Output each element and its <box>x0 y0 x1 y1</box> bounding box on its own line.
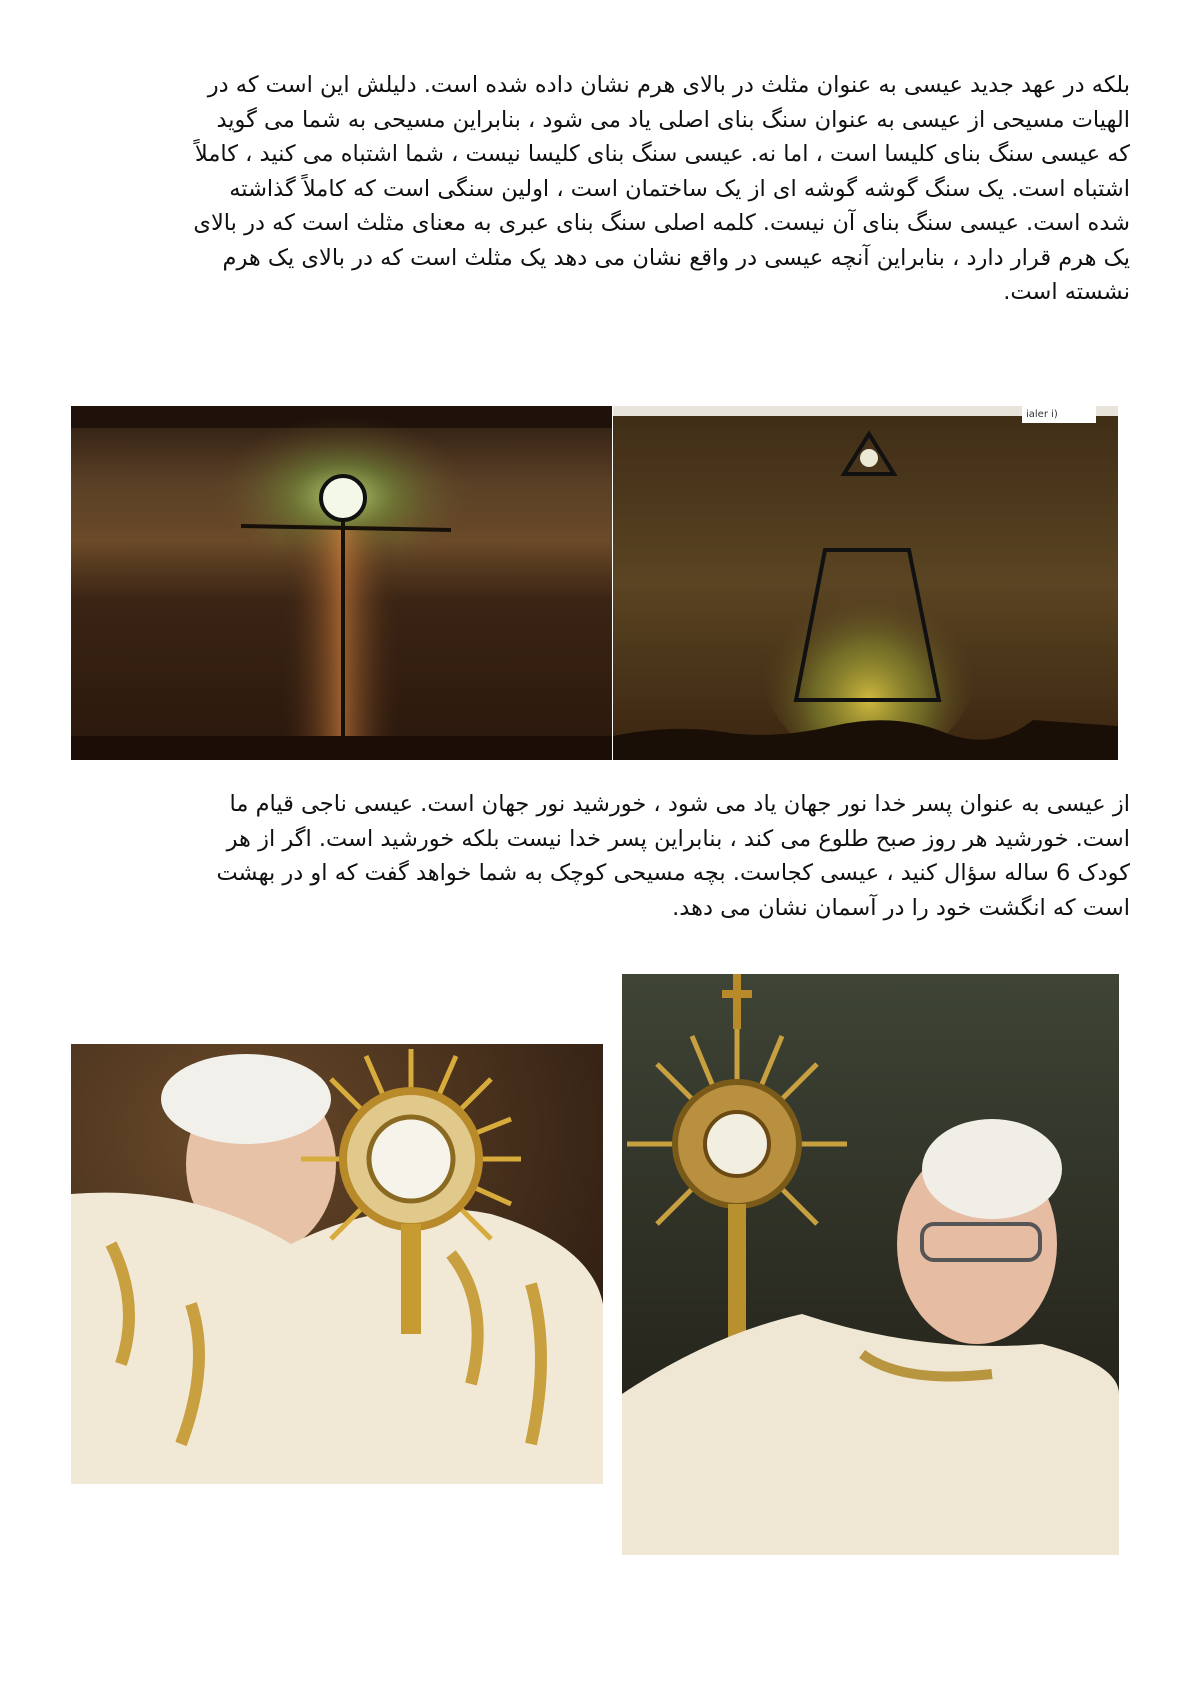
pyramid-triangle-photo <box>613 406 1118 760</box>
pope-monstrance-photo-left <box>71 1044 603 1484</box>
paragraph-cornerstone: بلکه در عهد جدید عیسی به عنوان مثلث در بالای هرم نشان داده شده است. دلیلش این است که در الهیات مسیحی از عیسی به عنوان سنگ بنای اصلی یاد می شود ، بنابراین مسیحی به شما می گوید که عیسی سنگ بنای کلیسا است ، اما نه. عیسی سنگ بنای کلیسا نیست ، شما اشتباه می کنید ، کاملاً اشتباه است. یک سنگ گوشه گوشه ای از یک ساختمان است ، اولین سنگی است که کاملاً گذاشته شده است. عیسی سنگ بنای آن نیست. کلمه اصلی سنگ بنای عبری به معنای مثلث است که در بالای یک هرم قرار دارد ، بنابراین آنچه عیسی در واقع نشان می دهد یک مثلث است که در بالای یک هرم نشسته است. <box>193 72 1130 305</box>
image-caption: ialer i) <box>1022 406 1096 423</box>
paragraph-light-of-world: از عیسی به عنوان پسر خدا نور جهان یاد می شود ، خورشید نور جهان است. عیسی ناجی قیام ما است. خورشید هر روز صبح طلوع می کند ، بنابراین پسر خدا نیست بلکه خورشید است. اگر از هر کودک 6 ساله سؤال کنید ، عیسی کجاست. بچه مسیحی کوچک به شما خواهد گفت که او در بهشت است که انگشت خود را در آسمان نشان می دهد. <box>216 791 1130 921</box>
sun-cross-photo <box>71 406 612 760</box>
pope-monstrance-photo-right <box>622 974 1119 1555</box>
